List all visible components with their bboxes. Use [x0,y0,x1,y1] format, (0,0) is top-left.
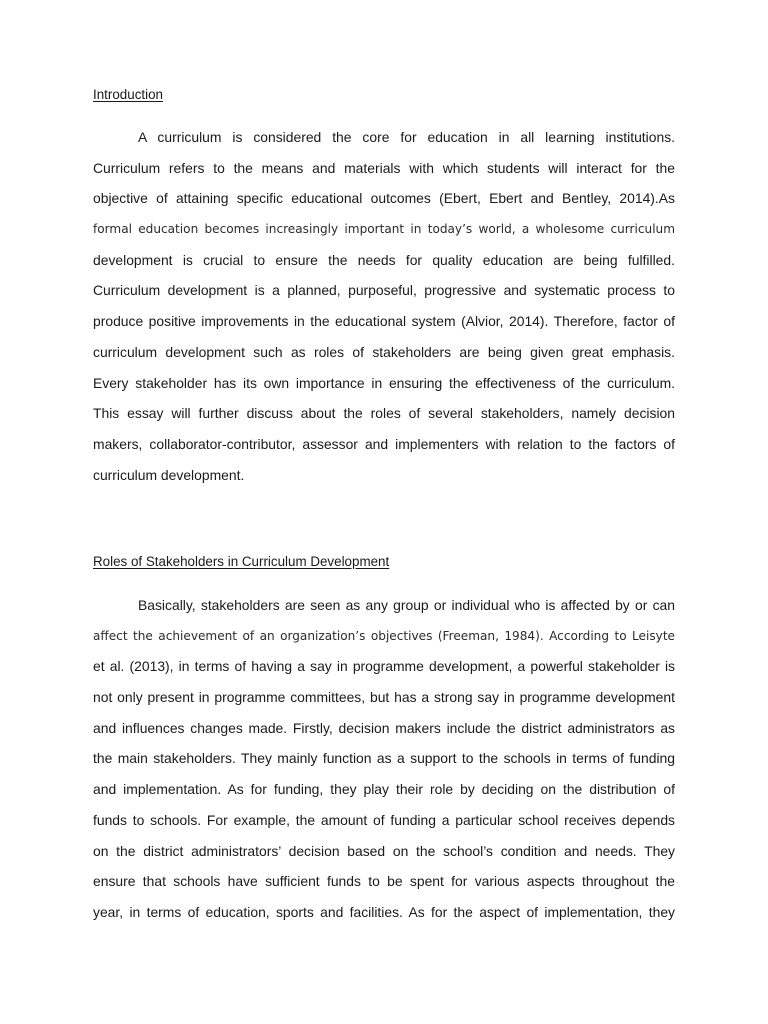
introduction-paragraph [93,122,675,490]
paragraph-line: the main stakeholders. They mainly function as a support to the schools in terms of funding [93,750,675,767]
paragraph-line: formal education becomes increasingly important in today’s world, a wholesome curriculum [93,222,675,237]
paragraph-line: objective of attaining specific educational outcomes (Ebert, Ebert and Bentley, 2014).As [93,190,675,207]
paragraph-line: curriculum development such as roles of stakeholders are being given great emphasis. [93,343,675,360]
paragraph-line: and influences changes made. Firstly, decision makers include the district administrators as [93,719,675,736]
paragraph-line: affect the achievement of an organization’s objectives (Freeman, 1984). According to Leisyte [93,628,675,643]
paragraph-line: year, in terms of education, sports and facilities. As for the aspect of implementation, they [93,903,675,920]
paragraph-line: This essay will further discuss about the roles of several stakeholders, namely decision [93,405,675,422]
introduction-heading: Introduction [93,87,163,102]
paragraph-line: produce positive improvements in the educational system (Alvior, 2014). Therefore, factor of [93,313,675,330]
roles-paragraph [93,590,675,928]
paragraph-line: Basically, stakeholders are seen as any group or individual who is affected by or can [138,597,675,613]
paragraph-line: not only present in programme committees, but has a strong say in programme development [93,689,675,706]
paragraph-line: ensure that schools have sufficient funds to be spent for various aspects throughout the [93,873,675,890]
paragraph-line: curriculum development. [93,466,245,483]
paragraph-line: on the district administrators’ decision based on the school’s condition and needs. They [93,842,675,859]
paragraph-line: Curriculum refers to the means and materials with which students will interact for the [93,159,675,176]
paragraph-line: development is crucial to ensure the needs for quality education are being fulfilled. [93,251,675,268]
paragraph-line: funds to schools. For example, the amount of funding a particular school receives depends [93,811,675,828]
paragraph-line: Every stakeholder has its own importance in ensuring the effectiveness of the curriculum. [93,374,675,391]
paragraph-line: and implementation. As for funding, they play their role by deciding on the distribution of [93,781,675,798]
paragraph-line: makers, collaborator-contributor, assessor and implementers with relation to the factors of [93,435,675,452]
paragraph-line: et al. (2013), in terms of having a say in programme development, a powerful stakeholder is [93,658,675,675]
paragraph-line: A curriculum is considered the core for education in all learning institutions. [138,129,675,145]
paragraph-line: Curriculum development is a planned, purposeful, progressive and systematic process to [93,282,675,299]
roles-heading: Roles of Stakeholders in Curriculum Development [93,554,390,569]
